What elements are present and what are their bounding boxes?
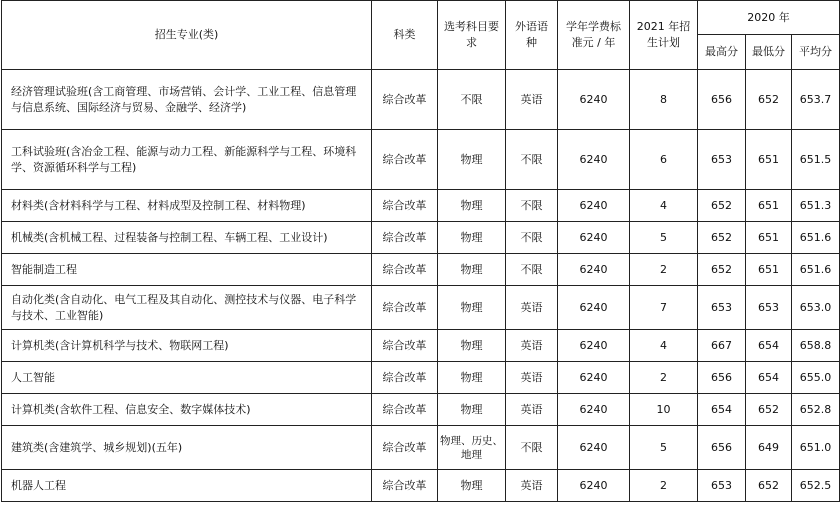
- cell-language: 英语: [506, 70, 558, 130]
- cell-language: 不限: [506, 130, 558, 190]
- cell-language: 不限: [506, 426, 558, 470]
- cell-tuition: 6240: [558, 254, 630, 286]
- header-avg-score: 平均分: [792, 35, 840, 70]
- cell-major: 工科试验班(含冶金工程、能源与动力工程、新能源科学与工程、环境科学、资源循环科学与工程): [2, 130, 372, 190]
- cell-category: 综合改革: [372, 286, 438, 330]
- cell-max: 653: [698, 470, 746, 502]
- cell-max: 656: [698, 362, 746, 394]
- admission-table: [1, 0, 840, 502]
- cell-language: 不限: [506, 222, 558, 254]
- cell-avg: 651.5: [792, 130, 840, 190]
- cell-major: 智能制造工程: [2, 254, 372, 286]
- cell-min: 652: [746, 70, 792, 130]
- cell-tuition: 6240: [558, 286, 630, 330]
- cell-min: 652: [746, 394, 792, 426]
- cell-category: 综合改革: [372, 394, 438, 426]
- cell-avg: 652.8: [792, 394, 840, 426]
- cell-max: 653: [698, 286, 746, 330]
- cell-language: 不限: [506, 190, 558, 222]
- header-tuition: 学年学费标准元 / 年: [558, 1, 630, 70]
- cell-language: 不限: [506, 254, 558, 286]
- cell-tuition: 6240: [558, 426, 630, 470]
- cell-major: 机械类(含机械工程、过程装备与控制工程、车辆工程、工业设计): [2, 222, 372, 254]
- cell-major: 计算机类(含计算机科学与技术、物联网工程): [2, 330, 372, 362]
- cell-subject: 物理: [438, 330, 506, 362]
- cell-major: 人工智能: [2, 362, 372, 394]
- cell-subject: 物理: [438, 190, 506, 222]
- cell-max: 652: [698, 254, 746, 286]
- cell-avg: 655.0: [792, 362, 840, 394]
- cell-tuition: 6240: [558, 70, 630, 130]
- header-major: 招生专业(类): [2, 1, 372, 70]
- cell-avg: 651.3: [792, 190, 840, 222]
- header-min-score: 最低分: [746, 35, 792, 70]
- cell-plan: 4: [630, 330, 698, 362]
- cell-subject: 物理: [438, 130, 506, 190]
- cell-category: 综合改革: [372, 222, 438, 254]
- table-row: [2, 70, 840, 130]
- cell-max: 652: [698, 222, 746, 254]
- cell-major: 自动化类(含自动化、电气工程及其自动化、测控技术与仪器、电子科学与技术、工业智能): [2, 286, 372, 330]
- table-row: [2, 190, 840, 222]
- cell-tuition: 6240: [558, 130, 630, 190]
- cell-min: 651: [746, 222, 792, 254]
- cell-category: 综合改革: [372, 70, 438, 130]
- cell-major: 经济管理试验班(含工商管理、市场营销、会计学、工业工程、信息管理与信息系统、国际经济与贸易、金融学、经济学): [2, 70, 372, 130]
- header-row: [2, 1, 840, 35]
- cell-avg: 653.0: [792, 286, 840, 330]
- cell-subject: 物理、历史、地理: [438, 426, 506, 470]
- cell-max: 654: [698, 394, 746, 426]
- cell-language: 英语: [506, 286, 558, 330]
- cell-tuition: 6240: [558, 190, 630, 222]
- cell-subject: 不限: [438, 70, 506, 130]
- header-language: 外语语种: [506, 1, 558, 70]
- cell-plan: 8: [630, 70, 698, 130]
- cell-avg: 651.6: [792, 254, 840, 286]
- cell-language: 英语: [506, 362, 558, 394]
- table-row: [2, 130, 840, 190]
- table-row: [2, 330, 840, 362]
- cell-category: 综合改革: [372, 254, 438, 286]
- cell-language: 英语: [506, 470, 558, 502]
- cell-max: 652: [698, 190, 746, 222]
- cell-major: 建筑类(含建筑学、城乡规划)(五年): [2, 426, 372, 470]
- cell-min: 654: [746, 330, 792, 362]
- cell-major: 材料类(含材料科学与工程、材料成型及控制工程、材料物理): [2, 190, 372, 222]
- cell-tuition: 6240: [558, 222, 630, 254]
- cell-plan: 6: [630, 130, 698, 190]
- cell-plan: 2: [630, 470, 698, 502]
- cell-language: 英语: [506, 330, 558, 362]
- header-max-score: 最高分: [698, 35, 746, 70]
- table-row: [2, 362, 840, 394]
- cell-avg: 651.6: [792, 222, 840, 254]
- cell-subject: 物理: [438, 286, 506, 330]
- cell-category: 综合改革: [372, 470, 438, 502]
- cell-subject: 物理: [438, 470, 506, 502]
- header-year: 2020 年: [698, 1, 840, 35]
- table-row: [2, 394, 840, 426]
- cell-tuition: 6240: [558, 470, 630, 502]
- cell-min: 649: [746, 426, 792, 470]
- cell-avg: 651.0: [792, 426, 840, 470]
- cell-subject: 物理: [438, 254, 506, 286]
- cell-min: 651: [746, 254, 792, 286]
- table-row: [2, 470, 840, 502]
- cell-max: 656: [698, 426, 746, 470]
- table-row: [2, 254, 840, 286]
- cell-tuition: 6240: [558, 330, 630, 362]
- cell-tuition: 6240: [558, 362, 630, 394]
- cell-language: 英语: [506, 394, 558, 426]
- cell-category: 综合改革: [372, 130, 438, 190]
- cell-min: 653: [746, 286, 792, 330]
- cell-category: 综合改革: [372, 190, 438, 222]
- cell-min: 652: [746, 470, 792, 502]
- cell-subject: 物理: [438, 362, 506, 394]
- table-row: [2, 426, 840, 470]
- cell-category: 综合改革: [372, 426, 438, 470]
- cell-min: 654: [746, 362, 792, 394]
- cell-category: 综合改革: [372, 362, 438, 394]
- cell-tuition: 6240: [558, 394, 630, 426]
- cell-category: 综合改革: [372, 330, 438, 362]
- cell-max: 653: [698, 130, 746, 190]
- cell-plan: 5: [630, 426, 698, 470]
- cell-major: 机器人工程: [2, 470, 372, 502]
- cell-avg: 653.7: [792, 70, 840, 130]
- cell-avg: 658.8: [792, 330, 840, 362]
- cell-min: 651: [746, 130, 792, 190]
- header-plan: 2021 年招生计划: [630, 1, 698, 70]
- header-category: 科类: [372, 1, 438, 70]
- cell-plan: 7: [630, 286, 698, 330]
- cell-plan: 4: [630, 190, 698, 222]
- table-row: [2, 222, 840, 254]
- header-subject-requirement: 选考科目要求: [438, 1, 506, 70]
- cell-min: 651: [746, 190, 792, 222]
- cell-max: 656: [698, 70, 746, 130]
- table-row: [2, 286, 840, 330]
- cell-subject: 物理: [438, 222, 506, 254]
- cell-avg: 652.5: [792, 470, 840, 502]
- cell-plan: 2: [630, 254, 698, 286]
- cell-max: 667: [698, 330, 746, 362]
- cell-plan: 10: [630, 394, 698, 426]
- cell-plan: 5: [630, 222, 698, 254]
- cell-plan: 2: [630, 362, 698, 394]
- cell-major: 计算机类(含软件工程、信息安全、数字媒体技术): [2, 394, 372, 426]
- cell-subject: 物理: [438, 394, 506, 426]
